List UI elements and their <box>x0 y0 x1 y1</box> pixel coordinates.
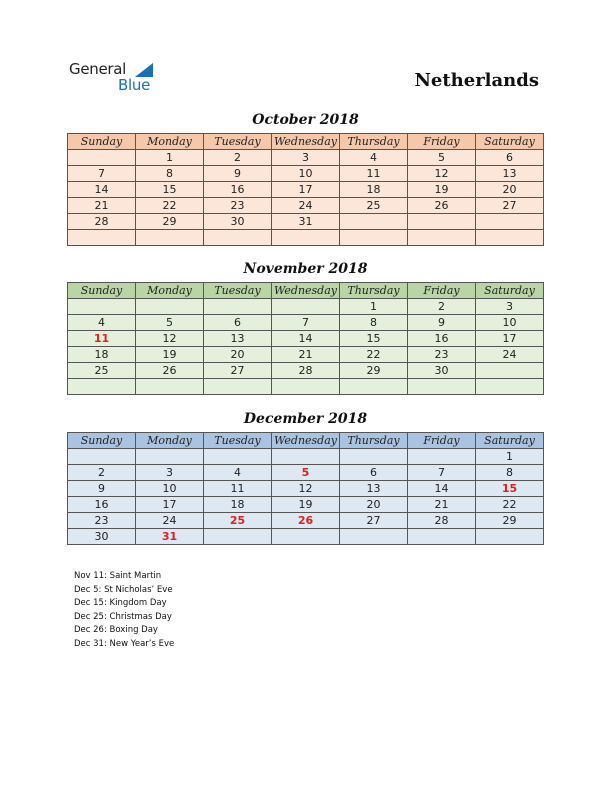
empty-day-cell <box>204 230 272 246</box>
day-cell: 8 <box>136 166 204 182</box>
day-cell: 8 <box>476 465 544 481</box>
week-row <box>68 513 544 529</box>
holiday-day-cell: 11 <box>68 331 136 347</box>
week-row <box>68 497 544 513</box>
empty-day-cell <box>476 529 544 545</box>
logo-text-general: General <box>69 60 127 78</box>
logo-text-blue: Blue <box>118 76 150 94</box>
weekday-header-monday: Monday <box>136 134 204 150</box>
day-cell: 6 <box>476 150 544 166</box>
day-cell: 14 <box>408 481 476 497</box>
day-cell: 2 <box>204 150 272 166</box>
weekday-header-row <box>68 433 544 449</box>
day-cell: 19 <box>272 497 340 513</box>
day-cell: 19 <box>136 347 204 363</box>
holiday-note: Dec 5: St Nicholas’ Eve <box>74 584 173 595</box>
empty-day-cell <box>476 363 544 379</box>
day-cell: 20 <box>204 347 272 363</box>
week-row <box>68 214 544 230</box>
empty-day-cell <box>340 214 408 230</box>
empty-day-cell <box>476 379 544 395</box>
week-row <box>68 150 544 166</box>
empty-day-cell <box>272 449 340 465</box>
day-cell: 1 <box>476 449 544 465</box>
empty-day-cell <box>68 299 136 315</box>
day-cell: 30 <box>204 214 272 230</box>
day-cell: 25 <box>340 198 408 214</box>
weekday-header-monday: Monday <box>136 433 204 449</box>
holiday-note: Dec 15: Kingdom Day <box>74 598 167 609</box>
day-cell: 12 <box>272 481 340 497</box>
day-cell: 29 <box>340 363 408 379</box>
holiday-day-cell: 5 <box>272 465 340 481</box>
day-cell: 23 <box>68 513 136 529</box>
day-cell: 25 <box>68 363 136 379</box>
day-cell: 4 <box>340 150 408 166</box>
day-cell: 26 <box>408 198 476 214</box>
day-cell: 28 <box>272 363 340 379</box>
day-cell: 23 <box>408 347 476 363</box>
day-cell: 17 <box>272 182 340 198</box>
weekday-header-wednesday: Wednesday <box>272 433 340 449</box>
empty-day-cell <box>204 379 272 395</box>
logo <box>69 60 159 98</box>
day-cell: 27 <box>340 513 408 529</box>
day-cell: 5 <box>136 315 204 331</box>
empty-day-cell <box>340 449 408 465</box>
holiday-note: Nov 11: Saint Martin <box>74 571 162 581</box>
day-cell: 22 <box>136 198 204 214</box>
day-cell: 11 <box>340 166 408 182</box>
empty-day-cell <box>68 379 136 395</box>
empty-day-cell <box>204 529 272 545</box>
day-cell: 3 <box>136 465 204 481</box>
month-title-december: December 2018 <box>243 411 368 427</box>
week-row <box>68 347 544 363</box>
calendar-november <box>67 282 544 395</box>
week-row <box>68 166 544 182</box>
week-row <box>68 465 544 481</box>
day-cell: 10 <box>136 481 204 497</box>
day-cell: 7 <box>272 315 340 331</box>
empty-day-cell <box>136 299 204 315</box>
day-cell: 10 <box>476 315 544 331</box>
day-cell: 9 <box>68 481 136 497</box>
weekday-header-tuesday: Tuesday <box>204 134 272 150</box>
day-cell: 19 <box>408 182 476 198</box>
day-cell: 13 <box>340 481 408 497</box>
day-cell: 16 <box>408 331 476 347</box>
day-cell: 20 <box>340 497 408 513</box>
day-cell: 9 <box>204 166 272 182</box>
weekday-header-sunday: Sunday <box>68 283 136 299</box>
empty-day-cell <box>204 449 272 465</box>
empty-day-cell <box>408 529 476 545</box>
day-cell: 4 <box>204 465 272 481</box>
day-cell: 21 <box>408 497 476 513</box>
day-cell: 24 <box>136 513 204 529</box>
week-row <box>68 182 544 198</box>
empty-day-cell <box>340 529 408 545</box>
weekday-header-thursday: Thursday <box>340 134 408 150</box>
empty-day-cell <box>408 214 476 230</box>
empty-day-cell <box>476 214 544 230</box>
empty-day-cell <box>136 230 204 246</box>
weekday-header-saturday: Saturday <box>476 134 544 150</box>
empty-day-cell <box>408 379 476 395</box>
week-row <box>68 331 544 347</box>
day-cell: 30 <box>68 529 136 545</box>
day-cell: 28 <box>408 513 476 529</box>
empty-day-cell <box>340 379 408 395</box>
day-cell: 27 <box>204 363 272 379</box>
holiday-note: Dec 26: Boxing Day <box>74 625 158 636</box>
week-row <box>68 230 544 246</box>
weekday-header-wednesday: Wednesday <box>272 134 340 150</box>
day-cell: 21 <box>68 198 136 214</box>
day-cell: 26 <box>136 363 204 379</box>
holiday-note: Dec 25: Christmas Day <box>74 611 172 622</box>
day-cell: 4 <box>68 315 136 331</box>
empty-day-cell <box>136 379 204 395</box>
weekday-header-friday: Friday <box>408 283 476 299</box>
day-cell: 11 <box>204 481 272 497</box>
week-row <box>68 379 544 395</box>
day-cell: 18 <box>340 182 408 198</box>
empty-day-cell <box>340 230 408 246</box>
empty-day-cell <box>408 230 476 246</box>
day-cell: 13 <box>204 331 272 347</box>
weekday-header-thursday: Thursday <box>340 433 408 449</box>
weekday-header-saturday: Saturday <box>476 433 544 449</box>
weekday-header-tuesday: Tuesday <box>204 283 272 299</box>
calendar-october <box>67 133 544 246</box>
empty-day-cell <box>204 299 272 315</box>
day-cell: 1 <box>136 150 204 166</box>
day-cell: 14 <box>272 331 340 347</box>
day-cell: 29 <box>476 513 544 529</box>
day-cell: 6 <box>340 465 408 481</box>
week-row <box>68 299 544 315</box>
day-cell: 31 <box>272 214 340 230</box>
day-cell: 2 <box>408 299 476 315</box>
weekday-header-thursday: Thursday <box>340 283 408 299</box>
week-row <box>68 481 544 497</box>
day-cell: 18 <box>68 347 136 363</box>
day-cell: 20 <box>476 182 544 198</box>
weekday-header-monday: Monday <box>136 283 204 299</box>
day-cell: 30 <box>408 363 476 379</box>
weekday-header-row <box>68 283 544 299</box>
day-cell: 12 <box>408 166 476 182</box>
weekday-header-sunday: Sunday <box>68 433 136 449</box>
calendar-december <box>67 432 544 545</box>
empty-day-cell <box>68 230 136 246</box>
week-row <box>68 529 544 545</box>
empty-day-cell <box>272 529 340 545</box>
empty-day-cell <box>408 449 476 465</box>
holiday-note: Dec 31: New Year’s Eve <box>74 638 175 649</box>
day-cell: 16 <box>68 497 136 513</box>
day-cell: 24 <box>476 347 544 363</box>
holiday-day-cell: 25 <box>204 513 272 529</box>
day-cell: 22 <box>340 347 408 363</box>
weekday-header-row <box>68 134 544 150</box>
weekday-header-friday: Friday <box>408 134 476 150</box>
day-cell: 6 <box>204 315 272 331</box>
day-cell: 12 <box>136 331 204 347</box>
empty-day-cell <box>272 299 340 315</box>
empty-day-cell <box>272 230 340 246</box>
day-cell: 23 <box>204 198 272 214</box>
day-cell: 22 <box>476 497 544 513</box>
weekday-header-sunday: Sunday <box>68 134 136 150</box>
day-cell: 15 <box>136 182 204 198</box>
day-cell: 13 <box>476 166 544 182</box>
week-row <box>68 315 544 331</box>
weekday-header-tuesday: Tuesday <box>204 433 272 449</box>
holiday-day-cell: 26 <box>272 513 340 529</box>
empty-day-cell <box>136 449 204 465</box>
day-cell: 18 <box>204 497 272 513</box>
week-row <box>68 363 544 379</box>
holiday-day-cell: 31 <box>136 529 204 545</box>
day-cell: 10 <box>272 166 340 182</box>
empty-day-cell <box>68 449 136 465</box>
holiday-day-cell: 15 <box>476 481 544 497</box>
day-cell: 2 <box>68 465 136 481</box>
logo-triangle-icon <box>135 63 153 77</box>
day-cell: 24 <box>272 198 340 214</box>
day-cell: 3 <box>476 299 544 315</box>
holiday-notes <box>74 570 174 652</box>
day-cell: 17 <box>476 331 544 347</box>
month-title-october: October 2018 <box>252 112 359 128</box>
day-cell: 15 <box>340 331 408 347</box>
week-row <box>68 198 544 214</box>
day-cell: 9 <box>408 315 476 331</box>
weekday-header-saturday: Saturday <box>476 283 544 299</box>
week-row <box>68 449 544 465</box>
weekday-header-wednesday: Wednesday <box>272 283 340 299</box>
country-title: Netherlands <box>414 70 539 91</box>
weekday-header-friday: Friday <box>408 433 476 449</box>
empty-day-cell <box>68 150 136 166</box>
day-cell: 16 <box>204 182 272 198</box>
day-cell: 21 <box>272 347 340 363</box>
day-cell: 7 <box>408 465 476 481</box>
month-title-november: November 2018 <box>243 261 368 277</box>
day-cell: 1 <box>340 299 408 315</box>
day-cell: 8 <box>340 315 408 331</box>
day-cell: 29 <box>136 214 204 230</box>
day-cell: 3 <box>272 150 340 166</box>
day-cell: 5 <box>408 150 476 166</box>
empty-day-cell <box>272 379 340 395</box>
day-cell: 28 <box>68 214 136 230</box>
empty-day-cell <box>476 230 544 246</box>
day-cell: 17 <box>136 497 204 513</box>
day-cell: 14 <box>68 182 136 198</box>
day-cell: 27 <box>476 198 544 214</box>
day-cell: 7 <box>68 166 136 182</box>
